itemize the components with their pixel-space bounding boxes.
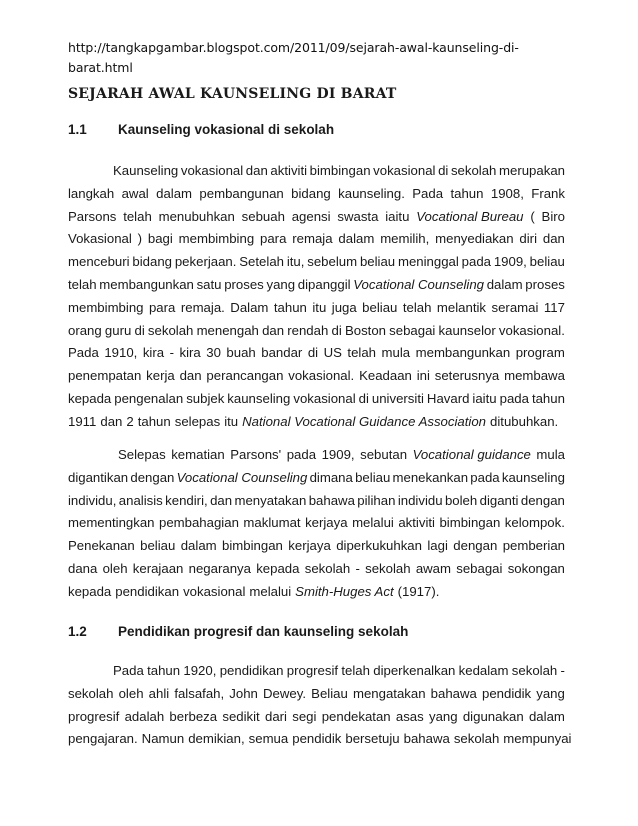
word: perancangan — [206, 368, 284, 384]
word: ) — [137, 231, 143, 247]
paragraph-line — [68, 251, 565, 274]
paragraph-line — [68, 388, 565, 411]
word: pendidik — [482, 685, 532, 701]
word: para — [148, 299, 176, 315]
paragraph-3 — [68, 660, 572, 751]
word: sebagai — [456, 560, 503, 576]
word: pengajaran. — [68, 731, 138, 747]
word: 1909, — [493, 254, 527, 270]
italic-term: Vocational guidance — [412, 447, 531, 462]
word: Boston — [344, 322, 386, 338]
paragraph-line — [68, 581, 565, 604]
word: ini — [416, 368, 430, 384]
word: beliau — [362, 299, 398, 315]
word: sekolah — [304, 560, 351, 576]
word: Namun — [141, 731, 185, 747]
paragraph-line — [68, 183, 565, 206]
word: memilih, — [380, 231, 430, 247]
source-url[interactable]: http://tangkapgambar.blogspot.com/2011/09/sejarah-awal-kaunseling-di-barat.html — [68, 40, 519, 75]
italic-term: Smith-Huges Act — [295, 583, 394, 599]
word: pembangunan — [199, 185, 284, 201]
word: dalam — [156, 185, 193, 201]
word: selepas — [174, 413, 221, 429]
word: vokasional — [373, 163, 436, 178]
word: membawa — [504, 368, 565, 384]
paragraph-line — [68, 320, 565, 343]
word: kematian — [171, 447, 225, 462]
word: maklumat — [243, 515, 301, 531]
word: 2 — [126, 413, 134, 429]
section-title: Kaunseling vokasional di sekolah — [118, 122, 335, 137]
word: diri — [519, 231, 538, 247]
word: berbeza — [169, 708, 218, 724]
word: buah — [226, 345, 256, 361]
word: bimbingan — [309, 163, 371, 178]
word: - — [355, 560, 360, 576]
document-title: SEJARAH AWAL KAUNSELING DI BARAT — [68, 86, 397, 102]
word: digunakan — [462, 708, 524, 724]
word: falsafah, — [174, 685, 225, 701]
paragraph-line — [68, 297, 565, 320]
word: yang — [428, 708, 458, 724]
word: seramai — [491, 299, 539, 315]
word: subjek — [186, 390, 225, 406]
word: Pada — [113, 663, 144, 678]
word: dengan — [520, 492, 565, 508]
word: Beliau — [311, 685, 348, 701]
word: bidang — [132, 254, 173, 270]
word: swasta — [337, 208, 379, 224]
word: US — [323, 345, 342, 361]
paragraph-line — [68, 558, 565, 581]
word: pada — [470, 469, 500, 485]
word: diperkenalkan — [373, 663, 456, 678]
word: tahun — [137, 413, 171, 429]
paragraph-line — [68, 411, 565, 434]
word: kira — [142, 345, 165, 361]
word: dalam — [486, 276, 523, 292]
word: di — [134, 322, 145, 338]
word: progresif — [286, 663, 339, 678]
word: 1908, — [490, 185, 524, 201]
word: merupakan — [499, 163, 565, 178]
word: 30 — [206, 345, 221, 361]
word: tahun — [273, 299, 307, 315]
word: kepada — [256, 560, 300, 576]
word: sekolah — [365, 560, 411, 576]
word: pilihan — [357, 492, 396, 508]
word: dan — [100, 413, 123, 429]
word: boleh — [444, 492, 478, 508]
word: tahun — [450, 185, 484, 201]
word: seterusnya — [434, 368, 500, 384]
word: orang — [68, 322, 102, 338]
word: kira — [179, 345, 201, 361]
word: telah — [347, 345, 377, 361]
word: mempunyai — [503, 731, 572, 747]
word: menceburi — [68, 254, 130, 270]
word: bahawa — [430, 685, 477, 701]
word: sedikit — [222, 708, 260, 724]
paragraph-line — [68, 728, 572, 751]
word: Dalam — [230, 299, 269, 315]
section-heading-1-2 — [68, 624, 408, 639]
word: membangunkan — [415, 345, 511, 361]
word: kerjaya — [305, 515, 348, 531]
word: diperkukuhkan — [336, 538, 422, 554]
word: bimbingan — [222, 538, 283, 554]
paragraph-line — [68, 512, 565, 535]
word: itu — [312, 299, 327, 315]
word: bimbingan — [439, 515, 501, 531]
word: bandar — [261, 345, 303, 361]
word: dan — [245, 163, 268, 178]
word: membangunkan — [99, 276, 194, 292]
word: bahawa — [403, 731, 450, 747]
italic-term: Vocational Counseling — [353, 276, 484, 292]
word: program — [515, 345, 565, 361]
paragraph-line — [68, 535, 565, 558]
word: kaunselor — [438, 322, 496, 338]
word: pendekatan — [321, 708, 391, 724]
word: kedalam — [458, 663, 509, 678]
word: Biro — [541, 208, 565, 224]
word: telah — [68, 276, 97, 292]
paragraph-line — [68, 206, 565, 229]
word: membimbing — [68, 299, 144, 315]
word: 1920, — [183, 663, 217, 678]
word: (1917). — [397, 583, 440, 599]
word: pada — [499, 390, 529, 406]
word: di — [331, 322, 342, 338]
word: ahli — [148, 685, 170, 701]
word: tahun — [147, 663, 181, 678]
word: demikian, — [188, 731, 245, 747]
word: sebelum — [307, 254, 358, 270]
word: digantikan — [68, 469, 129, 485]
word: lagi — [427, 538, 448, 554]
word: dengan — [130, 469, 175, 485]
word: melalui — [352, 515, 394, 531]
word: pendidikan — [115, 583, 180, 599]
word: adalah — [124, 708, 165, 724]
paragraph-line — [68, 160, 565, 183]
word: Setelah — [239, 254, 284, 270]
word: dana — [68, 560, 98, 576]
word: individu, — [68, 492, 117, 508]
word: Frank — [531, 185, 565, 201]
paragraph-line — [68, 660, 565, 683]
word: kerajaan — [132, 560, 184, 576]
word: remaja — [292, 231, 333, 247]
word: sekolah — [453, 731, 500, 747]
word: telah — [402, 299, 432, 315]
word: sebuah — [241, 208, 285, 224]
paragraph-1 — [68, 160, 565, 434]
word: beliau — [140, 538, 176, 554]
word: dengan — [453, 538, 498, 554]
word: mementingkan — [68, 515, 155, 531]
word: yang — [266, 276, 296, 292]
word: beliau — [355, 469, 391, 485]
word: pembahagian — [158, 515, 239, 531]
word: itu — [224, 413, 239, 429]
word: dari — [264, 708, 287, 724]
word: 117 — [543, 299, 565, 315]
word: menengah — [196, 322, 259, 338]
word: di — [307, 345, 319, 361]
word: iaitu — [385, 208, 410, 224]
word: satu — [196, 276, 222, 292]
paragraph-line — [68, 706, 565, 729]
paragraph-line — [68, 683, 565, 706]
word: 1910, — [104, 345, 138, 361]
word: dalam — [338, 231, 375, 247]
word: Pada — [68, 345, 99, 361]
word: Pada — [412, 185, 444, 201]
word: vokasional. — [498, 322, 565, 338]
word: rendah — [287, 322, 329, 338]
word: kerja — [146, 368, 175, 384]
word: pendidikan — [219, 663, 284, 678]
word: menyatakan — [234, 492, 307, 508]
word: - — [169, 345, 174, 361]
word: dan — [542, 231, 565, 247]
word: individu — [397, 492, 443, 508]
word: mula — [536, 447, 565, 462]
word: dalam — [528, 708, 565, 724]
word: proses — [525, 276, 565, 292]
word: pekerjaan. — [174, 254, 237, 270]
word: yang — [536, 685, 565, 701]
word: sebutan — [360, 447, 408, 462]
word: pada — [286, 447, 317, 462]
italic-term: Vocational Counseling — [176, 469, 308, 485]
word: remaja. — [180, 299, 225, 315]
paragraph-line — [68, 444, 565, 467]
word: menubuhkan — [158, 208, 235, 224]
word: mula — [381, 345, 411, 361]
word: sokongan — [507, 560, 565, 576]
word: kepada — [68, 583, 112, 599]
word: kepada — [68, 390, 112, 406]
paragraph-2 — [68, 444, 565, 604]
word: menekankan — [392, 469, 469, 485]
word: Kaunseling — [113, 163, 179, 178]
section-heading-1-1 — [68, 122, 334, 137]
word: oleh — [102, 560, 128, 576]
paragraph-line — [68, 490, 565, 513]
word: para — [260, 231, 287, 247]
word: Penekanan — [68, 538, 135, 554]
word: sekolah — [511, 663, 558, 678]
paragraph-line — [68, 228, 565, 251]
word: diganti — [479, 492, 519, 508]
word: iaitu — [472, 390, 497, 406]
word: di — [438, 163, 449, 178]
word: 1909, — [321, 447, 355, 462]
word: Keadaan — [359, 368, 412, 384]
word: di — [358, 390, 369, 406]
word: sekolah — [450, 163, 497, 178]
paragraph-line — [68, 467, 565, 490]
section-number: 1.1 — [68, 122, 87, 137]
word: asas — [395, 708, 424, 724]
word: kerjaya — [288, 538, 331, 554]
word: vokasional — [293, 390, 356, 406]
word: Parsons — [68, 208, 117, 224]
word: tahun — [531, 390, 565, 406]
word: bagi — [147, 231, 173, 247]
word: bahawa — [308, 492, 355, 508]
word: melantik — [436, 299, 487, 315]
section-title: Pendidikan progresif dan kaunseling sekolah — [118, 624, 409, 639]
word: langkah — [68, 185, 115, 201]
word: Havard — [426, 390, 470, 406]
word: pemberian — [502, 538, 565, 554]
word: dimana — [309, 469, 353, 485]
word: kelompok. — [504, 515, 565, 531]
word: Selepas — [118, 447, 166, 462]
word: aktiviti — [270, 163, 308, 178]
word: meninggal — [397, 254, 459, 270]
word: Dewey. — [263, 685, 307, 701]
section-number: 1.2 — [68, 624, 87, 639]
word: telah — [341, 663, 370, 678]
italic-term: Vocational Bureau — [416, 208, 524, 224]
word: telah — [123, 208, 152, 224]
word: negaranya — [188, 560, 251, 576]
word: semua — [248, 731, 289, 747]
word: pada — [461, 254, 491, 270]
word: kaunseling — [227, 390, 291, 406]
word: segi — [292, 708, 317, 724]
word: menyediakan — [435, 231, 514, 247]
word: analisis — [118, 492, 163, 508]
word: bidang — [291, 185, 331, 201]
word: proses — [224, 276, 264, 292]
word: Parsons' — [230, 447, 282, 462]
word: sebagai — [389, 322, 436, 338]
word: John — [229, 685, 258, 701]
word: 1911 — [68, 413, 97, 429]
word: penempatan — [68, 368, 142, 384]
word: progresif — [68, 708, 120, 724]
paragraph-line — [68, 365, 565, 388]
word: beliau — [359, 254, 396, 270]
word: oleh — [118, 685, 144, 701]
word: vokasional — [183, 583, 246, 599]
word: bersetuju — [345, 731, 400, 747]
word: aktiviti — [398, 515, 435, 531]
word: awam — [415, 560, 451, 576]
word: kaunseling. — [338, 185, 405, 201]
word: ( — [530, 208, 535, 224]
word: - — [560, 663, 565, 678]
word: dan — [262, 322, 285, 338]
word: agensi — [291, 208, 331, 224]
paragraph-line — [68, 342, 565, 365]
word: dipanggil — [297, 276, 351, 292]
word: mengatakan — [352, 685, 426, 701]
word: ditubuhkan. — [490, 413, 559, 429]
word: vokasional — [180, 163, 244, 178]
word: guru — [104, 322, 132, 338]
word: membimbing — [178, 231, 255, 247]
word: pendidik — [292, 731, 342, 747]
word: sekolah — [68, 685, 114, 701]
italic-term: National Vocational Guidance Association — [242, 413, 487, 429]
word: vokasional. — [288, 368, 355, 384]
word: universiti — [371, 390, 424, 406]
word: kendiri, — [165, 492, 208, 508]
word: Vokasional — [68, 231, 132, 247]
word: sekolah — [147, 322, 194, 338]
word: awal — [121, 185, 149, 201]
word: itu, — [286, 254, 305, 270]
word: beliau — [529, 254, 565, 270]
word: melalui — [249, 583, 292, 599]
word: juga — [331, 299, 357, 315]
word: kaunseling — [501, 469, 565, 485]
paragraph-line — [68, 274, 565, 297]
word: dan — [210, 492, 233, 508]
word: dan — [179, 368, 202, 384]
word: dalam — [180, 538, 217, 554]
word: pengenalan — [114, 390, 184, 406]
